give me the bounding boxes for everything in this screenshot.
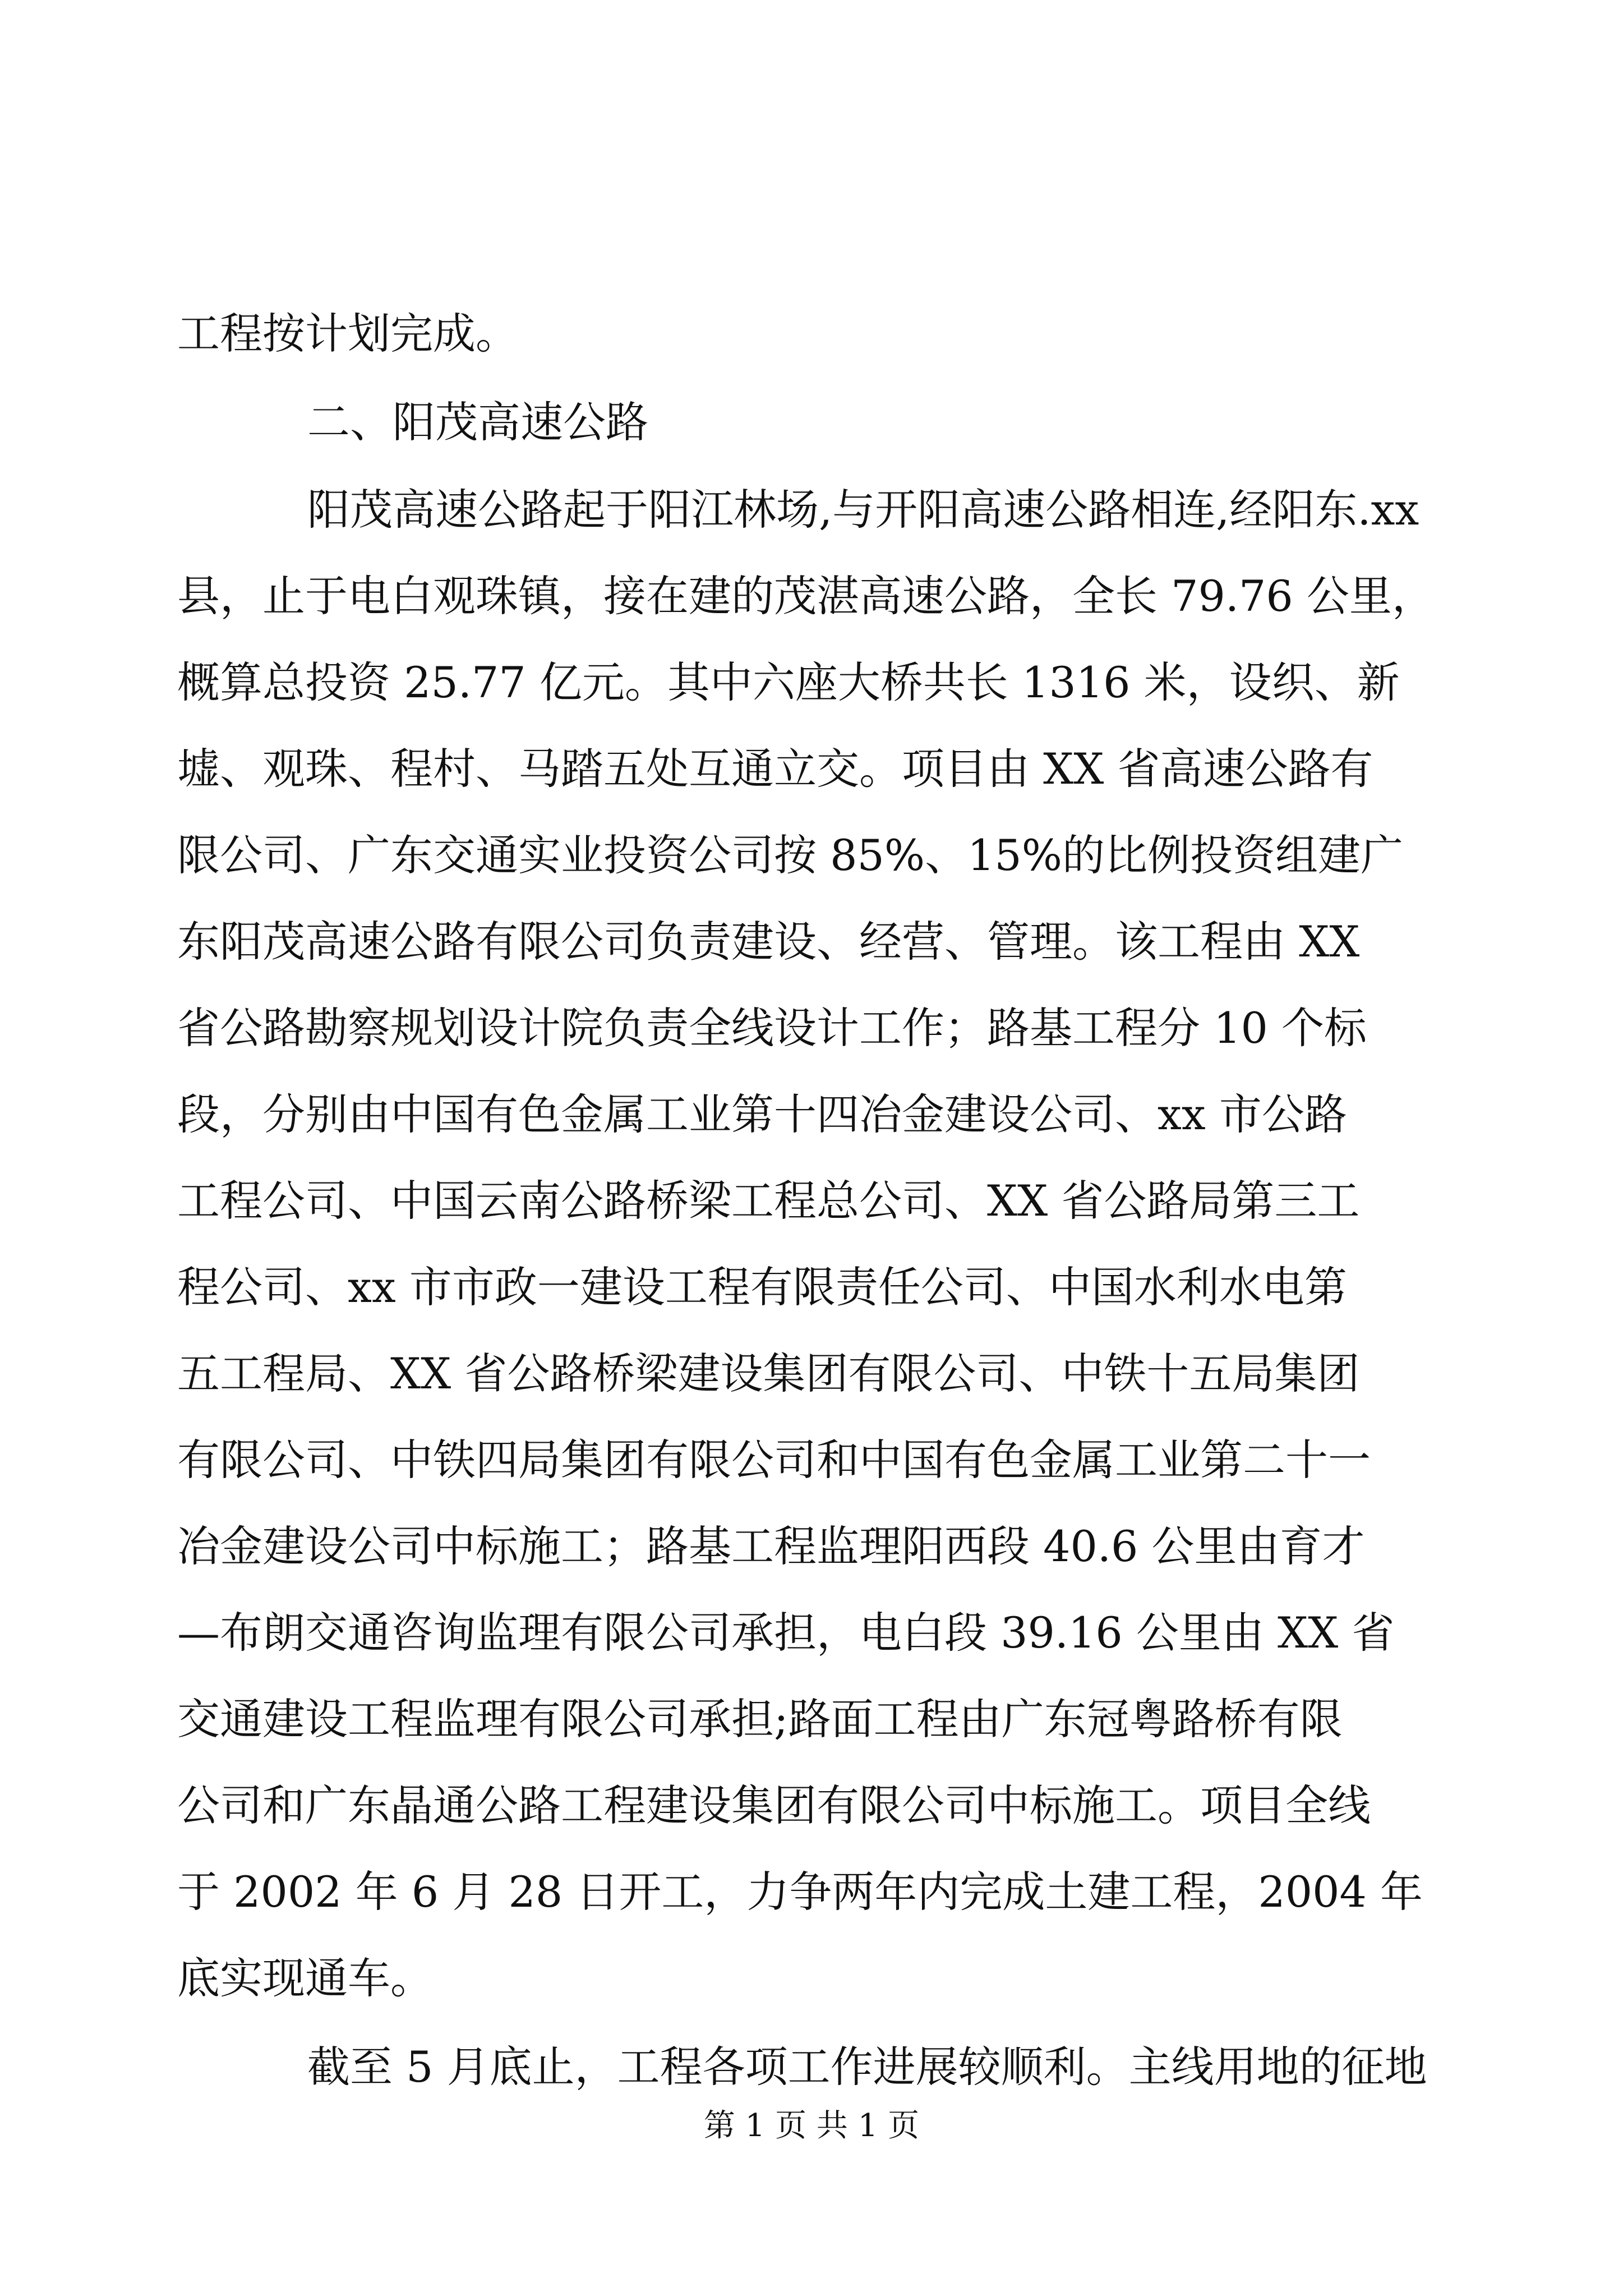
text-line: 截至 5 月底止，工程各项工作进展较顺利。主线用地的征地 <box>307 2042 1427 2092</box>
section-heading: 二、阳茂高速公路 <box>307 397 648 447</box>
text-line: 五工程局、XX 省公路桥梁建设集团有限公司、中铁十五局集团 <box>177 1349 1360 1398</box>
text-line: 于 2002 年 6 月 28 日开工，力争两年内完成土建工程，2004 年 <box>177 1867 1423 1917</box>
text-line: —布朗交通咨询监理有限公司承担，电白段 39.16 公里由 XX 省 <box>177 1608 1395 1658</box>
text-line: 概算总投资 25.77 亿元。其中六座大桥共长 1316 米，设织、新 <box>177 657 1400 707</box>
text-line: 墟、观珠、程村、马踏五处互通立交。项目由 XX 省高速公路有 <box>177 744 1373 794</box>
text-line: 限公司、广东交通实业投资公司按 85%、15%的比例投资组建广 <box>177 830 1404 880</box>
text-line: 冶金建设公司中标施工；路基工程监理阳西段 40.6 公里由育才 <box>177 1521 1365 1571</box>
text-line: 底实现通车。 <box>177 1953 433 2003</box>
text-line: 东阳茂高速公路有限公司负责建设、经营、管理。该工程由 XX <box>177 917 1360 967</box>
page-footer: 第 1 页 共 1 页 <box>703 2108 920 2144</box>
text-line: 阳茂高速公路起于阳江林场,与开阳高速公路相连,经阳东.xx <box>307 485 1419 535</box>
text-line: 工程公司、中国云南公路桥梁工程总公司、XX 省公路局第三工 <box>177 1176 1360 1226</box>
text-line: 县，止于电白观珠镇，接在建的茂湛高速公路，全长 79.76 公里， <box>177 571 1435 621</box>
text-line: 段，分别由中国有色金属工业第十四冶金建设公司、xx 市公路 <box>177 1089 1347 1139</box>
text-line: 交通建设工程监理有限公司承担;路面工程由广东冠粤路桥有限 <box>177 1694 1343 1744</box>
text-line: 程公司、xx 市市政一建设工程有限责任公司、中国水利水电第 <box>177 1262 1347 1312</box>
text-line: 省公路勘察规划设计院负责全线设计工作；路基工程分 10 个标 <box>177 1003 1367 1053</box>
text-line: 公司和广东晶通公路工程建设集团有限公司中标施工。项目全线 <box>177 1780 1371 1830</box>
text-line: 工程按计划完成。 <box>177 309 518 358</box>
text-line: 有限公司、中铁四局集团有限公司和中国有色金属工业第二十一 <box>177 1435 1371 1485</box>
